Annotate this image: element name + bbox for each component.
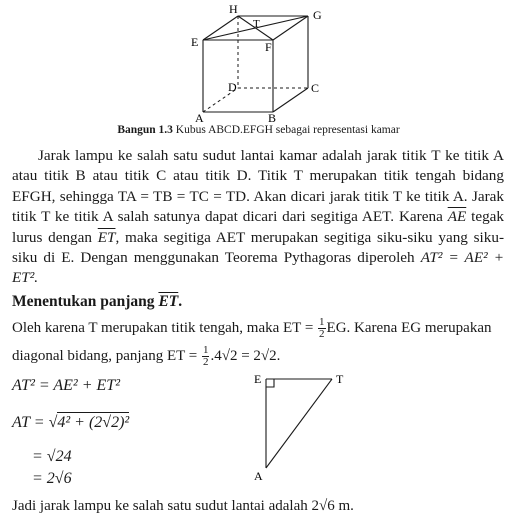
body-paragraph [12, 146, 504, 289]
label-E: E [191, 35, 199, 49]
fraction-half-1: $\frac{1}{2}$ [319, 316, 325, 340]
equation-3: = √24 [32, 448, 72, 465]
label-D: D [228, 80, 237, 94]
label-C: C [311, 81, 320, 95]
line1-post: EG. Karena EG merupakan [326, 319, 492, 336]
paragraph-part1: Jarak lampu ke salah satu sudut lantai kamar adalah jarak titik T ke titik A atau titik B atau titik C atau titik D. Titik T merupakan titik tengah bidang EFGH, sehingga TA = TB = TC = TD. Akan dicari jarak titik T ke titik A. Jarak titik T ke titik A salah satunya dapat dicari dari segitiga AET. Karena [12, 147, 504, 226]
radicand: 4² + (2√2)² [57, 414, 130, 431]
line2-post: .4√2 = 2√2. [210, 347, 281, 364]
heading-suffix: . [178, 293, 183, 310]
tri-label-T: T [336, 372, 344, 386]
triangle-figure [240, 368, 380, 488]
label-F: F [265, 40, 272, 54]
equation-1: AT² = AE² + ET² [12, 377, 120, 394]
line2-pre: diagonal bidang, panjang ET = [12, 347, 198, 364]
text-line-2 [12, 345, 507, 368]
equation-4: = 2√6 [32, 470, 72, 487]
equation-2: AT = √4² + (2√2)² [12, 414, 130, 431]
tri-label-E: E [254, 372, 262, 386]
label-G: G [313, 8, 322, 22]
label-A: A [195, 111, 204, 124]
heading-segment: $\overline{ET}$ [158, 293, 179, 310]
cube-figure [0, 0, 517, 124]
heading-text: Menentukan panjang [12, 293, 155, 310]
text-line-1 [12, 317, 507, 340]
segment-ET: $\overline{ET}$ [97, 228, 116, 246]
figure-caption [0, 124, 517, 136]
line1-pre: Oleh karena T merupakan titik tengah, maka ET = [12, 319, 314, 336]
conclusion-text: Jadi jarak lampu ke salah satu sudut lantai adalah 2√6 m. [12, 498, 354, 514]
label-B: B [268, 111, 277, 124]
section-heading [12, 293, 182, 311]
paragraph-part3: , maka segitiga AET merupakan segitiga siku-siku yang siku-siku di E. Dengan menggunakan Teorema Pythagoras diperoleh [12, 228, 505, 267]
segment-AE: $\overline{AE}$ [447, 208, 467, 226]
label-T: T [253, 18, 260, 30]
caption-text: Kubus ABCD.EFGH sebagai representasi kamar [175, 124, 400, 136]
paragraph-part2: tegak lurus dengan [12, 208, 505, 246]
caption-label: Bangun 1.3 [117, 124, 173, 136]
label-H: H [229, 2, 238, 16]
pythagoras-formula: AT² = AE² + ET². [12, 249, 504, 287]
tri-label-A: A [254, 469, 263, 483]
fraction-half-2: $\frac{1}{2}$ [202, 344, 209, 368]
